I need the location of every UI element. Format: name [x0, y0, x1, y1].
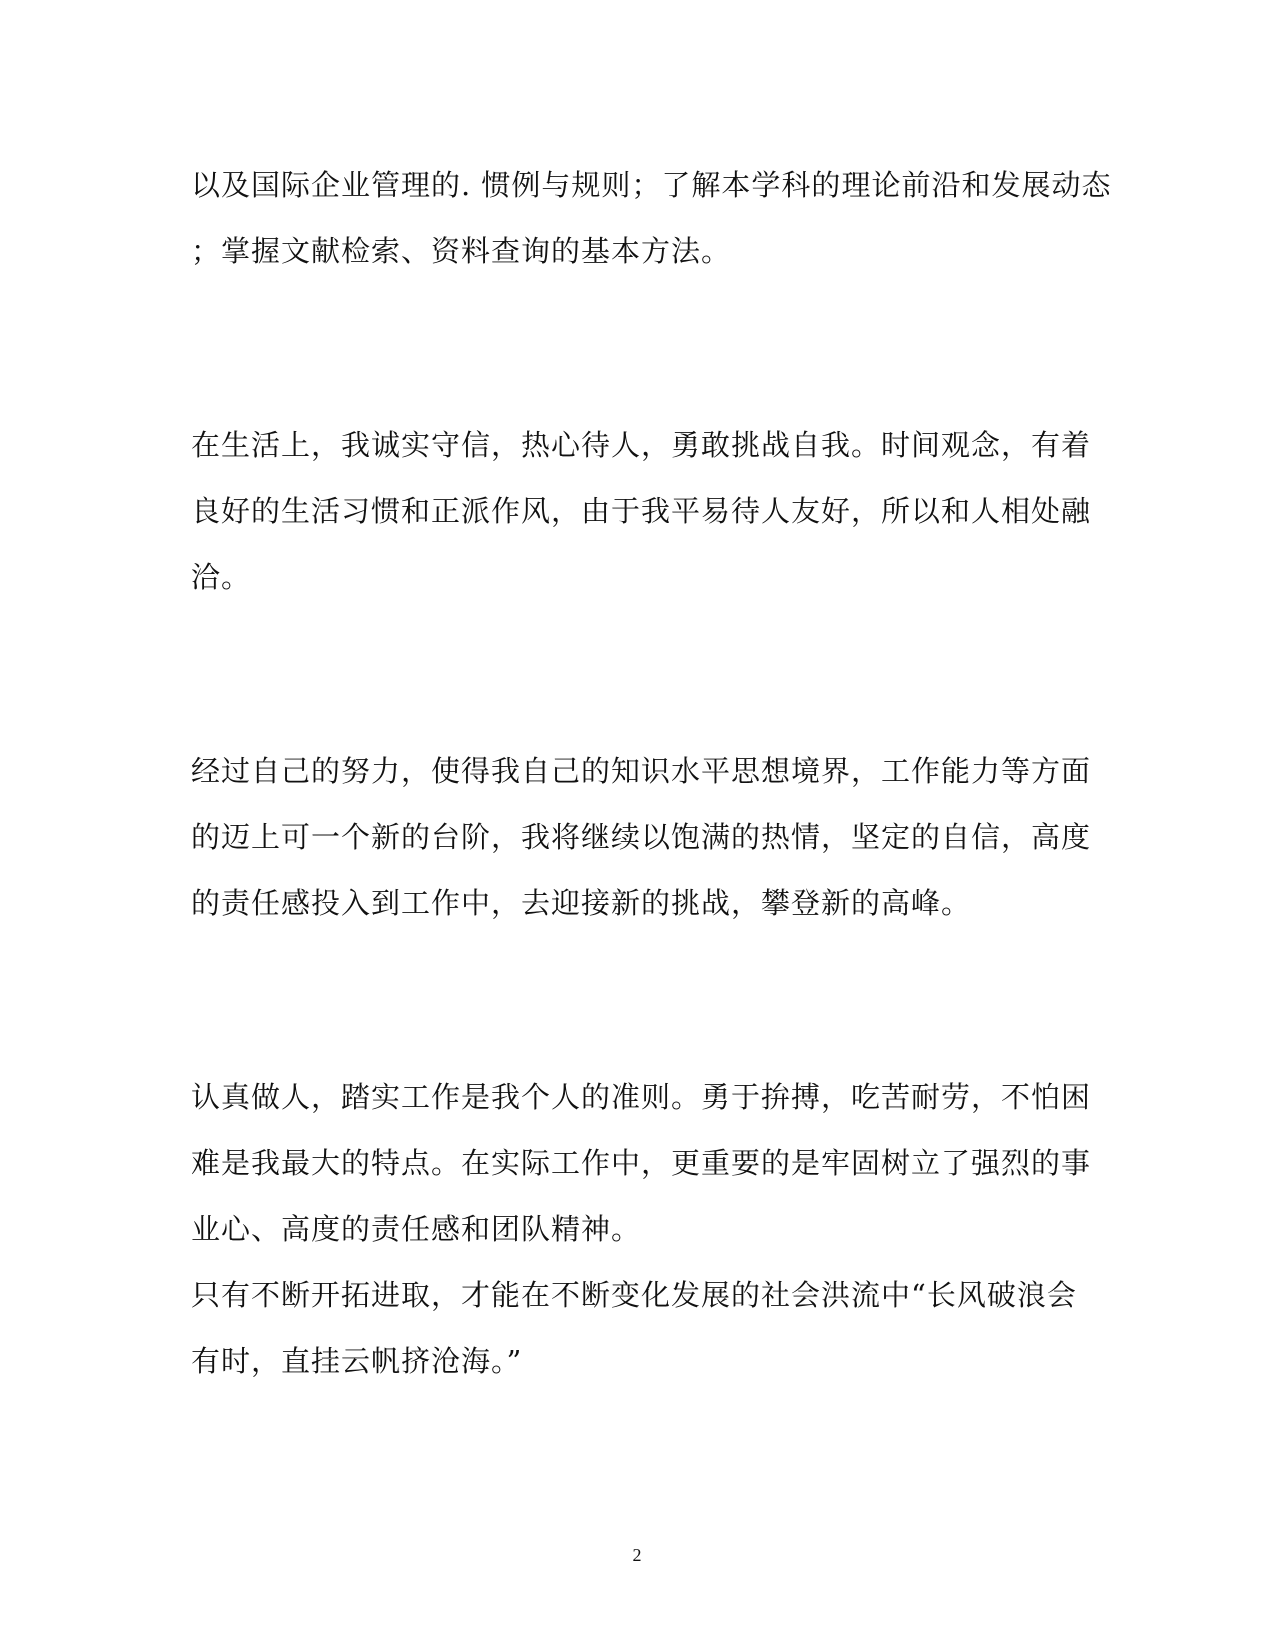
text-line: 业心、高度的责任感和团队精神。 — [191, 1212, 642, 1246]
text-line: 的责任感投入到工作中，去迎接新的挑战，攀登新的高峰。 — [191, 886, 972, 920]
text-line: 的迈上可一个新的台阶，我将继续以饱满的热情，坚定的自信，高度 — [191, 820, 1092, 854]
text-line: 良好的生活习惯和正派作风，由于我平易待人友好，所以和人相处融 — [191, 494, 1092, 528]
page-number: 2 — [632, 1545, 642, 1565]
text-line: ；掌握文献检索、资料查询的基本方法。 — [191, 234, 732, 268]
text-line: 在生活上，我诚实守信，热心待人，勇敢挑战自我。时间观念，有着 — [191, 428, 1092, 462]
text-line: 只有不断开拓进取，才能在不断变化发展的社会洪流中“长风破浪会 — [191, 1278, 1077, 1312]
text-line: 有时，直挂云帆挤沧海。” — [191, 1344, 523, 1378]
text-line: 洽。 — [191, 560, 252, 594]
text-line: 以及国际企业管理的. 惯例与规则；了解本学科的理论前沿和发展动态 — [191, 168, 1112, 202]
text-line: 认真做人，踏实工作是我个人的准则。勇于拚搏，吃苦耐劳，不怕困 — [191, 1080, 1092, 1114]
text-line: 经过自己的努力，使得我自己的知识水平思想境界，工作能力等方面 — [191, 754, 1092, 788]
text-line: 难是我最大的特点。在实际工作中，更重要的是牢固树立了强烈的事 — [191, 1146, 1092, 1180]
